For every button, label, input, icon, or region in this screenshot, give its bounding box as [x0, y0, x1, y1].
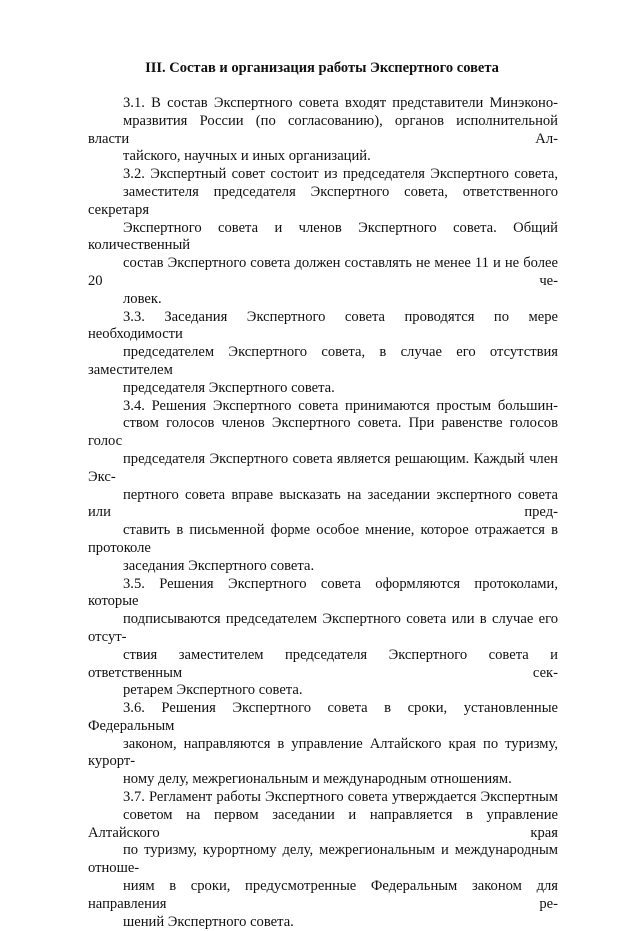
paragraph-3-7 — [88, 789, 558, 931]
text-line: советом на первом заседании и направляется в управление Алтайского края — [88, 806, 558, 841]
text-line: Экспертного совета и членов Экспертного совета. Общий количественный — [88, 219, 558, 254]
text-line: заседания Экспертного совета. — [123, 557, 315, 574]
text-line: 3.5. Решения Экспертного совета оформляются протоколами, которые — [88, 575, 558, 610]
paragraph-3-1 — [88, 95, 558, 166]
text-line: 3.3. Заседания Экспертного совета проводятся по мере необходимости — [88, 308, 558, 343]
text-line: ретарем Экспертного совета. — [123, 682, 303, 699]
text-line: ному делу, межрегиональным и международным отношениям. — [123, 771, 512, 788]
paragraph-3-3 — [88, 309, 558, 398]
text-line: законом, направляются в управление Алтайского края по туризму, курорт- — [88, 735, 558, 770]
text-line: пертного совета вправе высказать на заседании экспертного совета или пред- — [88, 486, 558, 521]
text-line: председателя Экспертного совета является решающим. Каждый член Экс- — [88, 450, 558, 485]
paragraph-3-6 — [88, 700, 558, 789]
text-line: 3.2. Экспертный совет состоит из председателя Экспертного совета, — [123, 166, 558, 183]
text-line: мразвития России (по согласованию), органов исполнительной власти Ал- — [88, 112, 558, 147]
text-line: ствия заместителем председателя Экспертного совета и ответственным сек- — [88, 646, 558, 681]
document-body — [88, 95, 558, 931]
text-line: 3.4. Решения Экспертного совета принимаются простым большин- — [123, 397, 558, 414]
text-line: председателем Экспертного совета, в случае его отсутствия заместителем — [88, 344, 558, 378]
text-line: 3.7. Регламент работы Экспертного совета утверждается Экспертным — [123, 789, 558, 806]
text-line: ловек. — [123, 290, 162, 307]
section-heading: III. Состав и организация работы Экспертного совета — [145, 60, 499, 76]
text-line: ством голосов членов Экспертного совета. При равенстве голосов голос — [88, 415, 558, 450]
text-line: тайского, научных и иных организаций. — [123, 148, 371, 165]
paragraph-3-4 — [88, 398, 558, 576]
text-line: состав Экспертного совета должен составлять не менее 11 и не более 20 че- — [88, 255, 558, 289]
paragraph-3-5 — [88, 576, 558, 701]
text-line: ниям в сроки, предусмотренные Федеральным законом для направления ре- — [88, 878, 558, 912]
text-line: по туризму, курортному делу, межрегиональным и международным отноше- — [88, 842, 558, 877]
text-line: шений Экспертного совета. — [123, 913, 294, 930]
text-line: 3.6. Решения Экспертного совета в сроки, установленные Федеральным — [88, 700, 558, 734]
text-line: председателя Экспертного совета. — [123, 379, 335, 396]
text-line: 3.1. В состав Экспертного совета входят представители Минэконо- — [123, 95, 558, 111]
text-line: подписываются председателем Экспертного совета или в случае его отсут- — [88, 611, 558, 645]
paragraph-3-2 — [88, 166, 558, 308]
text-line: заместителя председателя Экспертного совета, ответственного секретаря — [88, 183, 558, 218]
text-line: ставить в письменной форме особое мнение, которое отражается в протоколе — [88, 522, 558, 556]
